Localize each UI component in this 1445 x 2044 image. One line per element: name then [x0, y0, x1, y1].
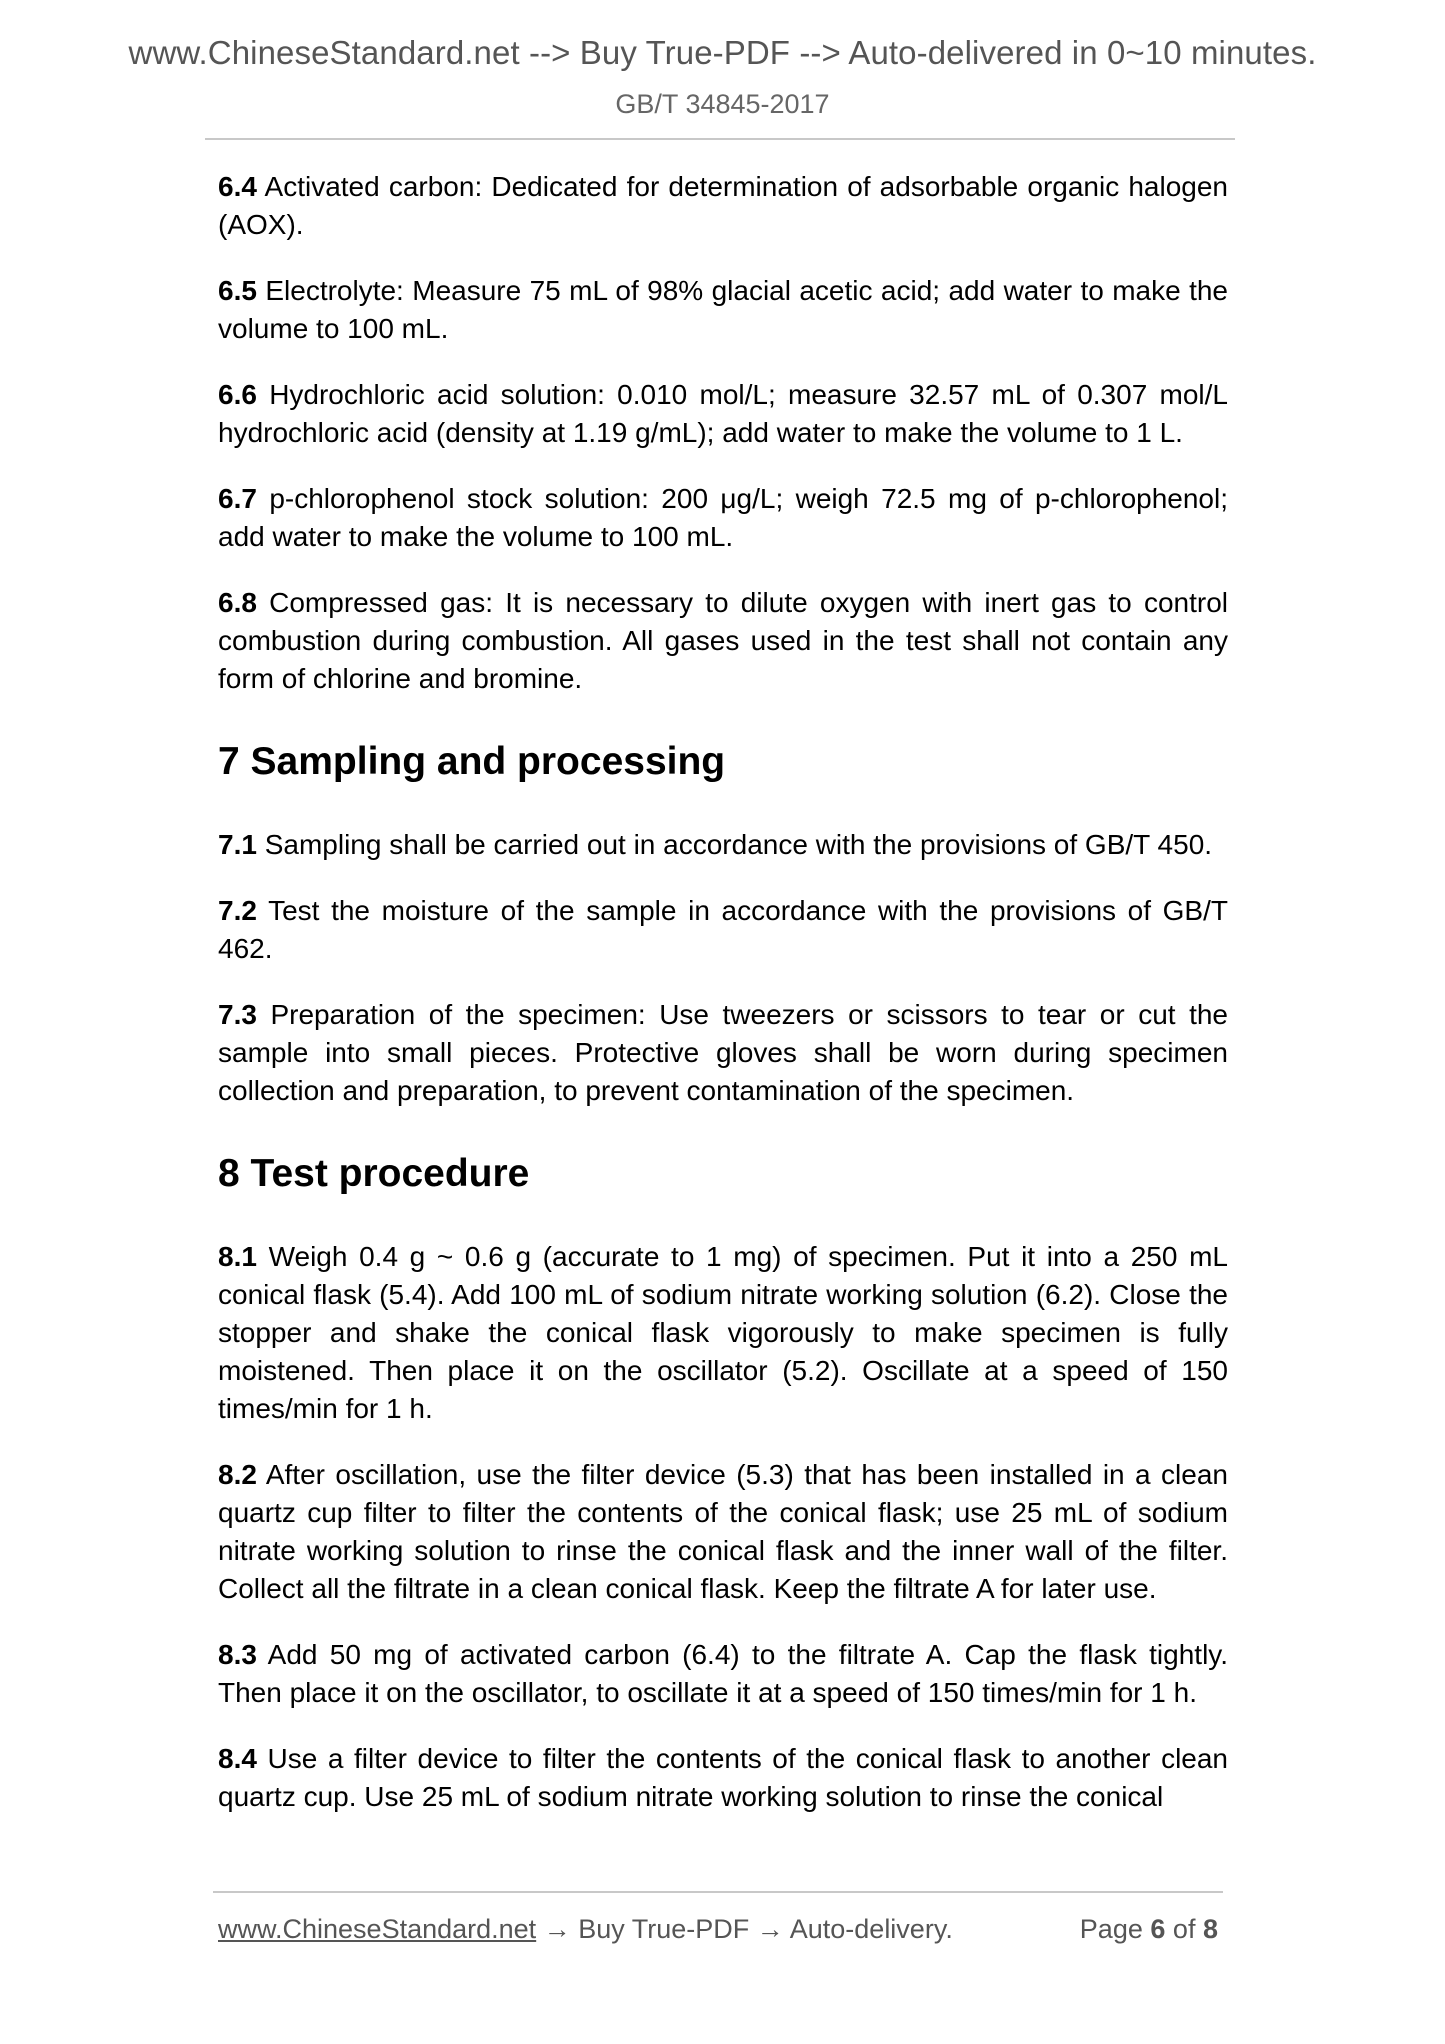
clause-text: Use a filter device to filter the contents of the conical flask to another clean quartz cup. Use 25 mL of sodium nitrate working solution to rinse the conical [218, 1743, 1229, 1812]
page-current: 6 [1150, 1914, 1166, 1944]
clause-text: Sampling shall be carried out in accordance with the provisions of GB/T 450. [264, 829, 1213, 860]
footer-divider [213, 1891, 1223, 1893]
clause-number: 8.2 [218, 1459, 257, 1490]
clause-6-4 [218, 168, 1228, 244]
clause-text: p-chlorophenol stock solution: 200 μg/L; weigh 72.5 mg of p-chlorophenol; add water to make the volume to 100 mL. [218, 483, 1228, 552]
clause-number: 6.5 [218, 275, 257, 306]
clause-number: 6.7 [218, 483, 257, 514]
clause-6-6 [218, 376, 1228, 452]
page-content [218, 168, 1228, 1844]
clause-number: 8.4 [218, 1743, 257, 1774]
section-heading-8: 8 Test procedure [218, 1152, 530, 1195]
clause-8-4 [218, 1740, 1228, 1816]
document-number: GB/T 34845-2017 [615, 89, 830, 119]
clause-8-2 [218, 1456, 1228, 1608]
clause-text: Test the moisture of the sample in accordance with the provisions of GB/T 462. [218, 895, 1228, 964]
clause-8-3 [218, 1636, 1228, 1712]
clause-number: 7.2 [218, 895, 257, 926]
clause-text: Activated carbon: Dedicated for determination of adsorbable organic halogen (AOX). [218, 171, 1228, 240]
clause-number: 6.6 [218, 379, 257, 410]
clause-text: Electrolyte: Measure 75 mL of 98% glacial acetic acid; add water to make the volume to 100 mL. [218, 275, 1228, 344]
clause-number: 6.4 [218, 171, 257, 202]
clause-number: 6.8 [218, 587, 257, 618]
clause-text: Add 50 mg of activated carbon (6.4) to the filtrate A. Cap the flask tightly. Then place it on the oscillator, to oscillate it at a speed of 150 times/min for 1 h. [218, 1639, 1228, 1708]
clause-8-1 [218, 1238, 1228, 1428]
footer-tagline: → Buy True-PDF → Auto-delivery. [536, 1914, 953, 1944]
clause-text: Compressed gas: It is necessary to dilute oxygen with inert gas to control combustion during combustion. All gases used in the test shall not contain any form of chlorine and bromine. [218, 587, 1228, 694]
clause-text: After oscillation, use the filter device (5.3) that has been installed in a clean quartz cup filter to filter the contents of the conical flask; use 25 mL of sodium nitrate working solution to rinse the conical flask and the inner wall of the filter. Collect all the filtrate in a clean conical flask. Keep the filtrate A for later use. [218, 1459, 1228, 1604]
clause-number: 8.3 [218, 1639, 257, 1670]
clause-text: Preparation of the specimen: Use tweezers or scissors to tear or cut the sample into small pieces. Protective gloves shall be worn during specimen collection and preparation, to prevent contamination of the specimen. [218, 999, 1228, 1106]
header-divider [205, 138, 1235, 140]
clause-6-8 [218, 584, 1228, 698]
clause-text: Weigh 0.4 g ~ 0.6 g (accurate to 1 mg) of specimen. Put it into a 250 mL conical flask (5.4). Add 100 mL of sodium nitrate working solution (6.2). Close the stopper and shake the conical flask vigorously to make specimen is fully moistened. Then place it on the oscillator (5.2). Oscillate at a speed of 150 times/min for 1 h. [218, 1241, 1229, 1424]
page-total: 8 [1202, 1914, 1218, 1944]
of-label: of [1172, 1914, 1196, 1944]
header-banner: www.ChineseStandard.net --> Buy True-PDF --> Auto-delivered in 0~10 minutes. [128, 34, 1317, 71]
clause-number: 7.1 [218, 829, 257, 860]
clause-7-2 [218, 892, 1228, 968]
section-heading-7: 7 Sampling and processing [218, 740, 726, 783]
clause-7-3 [218, 996, 1228, 1110]
clause-number: 7.3 [218, 999, 257, 1030]
clause-number: 8.1 [218, 1241, 257, 1272]
page-indicator [1080, 1914, 1218, 1945]
page-footer [218, 1914, 1218, 1945]
clause-7-1 [218, 826, 1228, 864]
footer-site-link[interactable]: www.ChineseStandard.net [218, 1914, 537, 1944]
clause-6-5 [218, 272, 1228, 348]
clause-text: Hydrochloric acid solution: 0.010 mol/L; measure 32.57 mL of 0.307 mol/L hydrochloric acid (density at 1.19 g/mL); add water to make the volume to 1 L. [218, 379, 1228, 448]
page-label: Page [1079, 1914, 1143, 1944]
clause-6-7 [218, 480, 1228, 556]
